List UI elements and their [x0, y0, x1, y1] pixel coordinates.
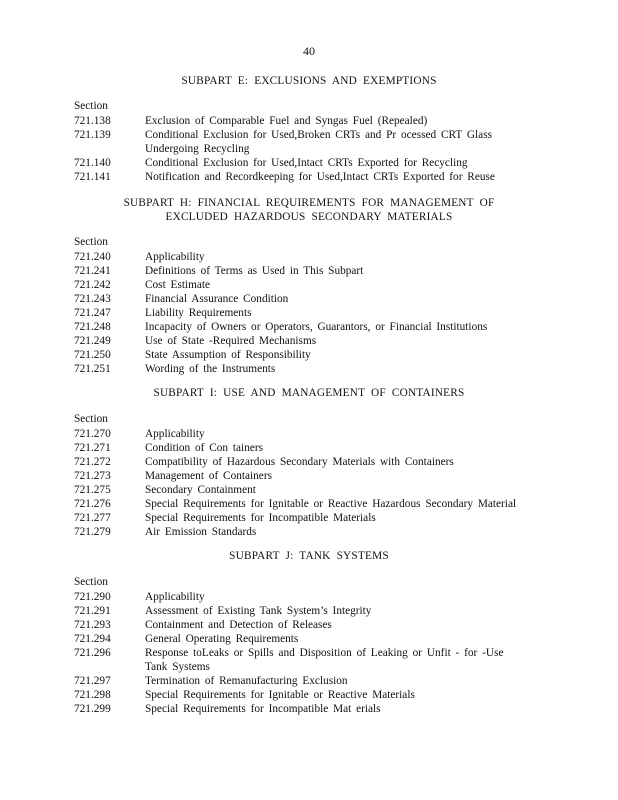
- section-title: Air Emission Standards: [145, 526, 257, 538]
- section-title: Compatibility of Hazardous Secondary Materials with Containers: [145, 456, 454, 468]
- section-title: State Assumption of Responsibility: [145, 349, 311, 361]
- section-number: 721.277: [74, 512, 111, 524]
- section-title: Conditional Exclusion for Used,Intact CRTs Exported for Recycling: [145, 157, 468, 169]
- section-number: 721.276: [74, 498, 111, 510]
- section-title: Special Requirements for Ignitable or Reactive Hazardous Secondary Material: [145, 498, 517, 510]
- section-number: 721.296: [74, 647, 111, 659]
- subpart-heading-line: SUBPART J: TANK SYSTEMS: [229, 550, 389, 562]
- section-title: Notification and Recordkeeping for Used,Intact CRTs Exported for Reuse: [145, 171, 495, 183]
- subpart-heading: [0, 549, 618, 563]
- section-number: 721.297: [74, 675, 111, 687]
- section-title: Special Requirements for Incompatible Materials: [145, 512, 376, 524]
- section-number: 721.290: [74, 591, 111, 603]
- section-number: 721.241: [74, 265, 111, 277]
- section-title: Incapacity of Owners or Operators, Guarantors, or Financial Institutions: [145, 321, 488, 333]
- section-number: 721.272: [74, 456, 111, 468]
- section-title: Special Requirements for Ignitable or Reactive Materials: [145, 689, 415, 701]
- section-title: Termination of Remanufacturing Exclusion: [145, 675, 348, 687]
- section-title: Use of State -Required Mechanisms: [145, 335, 317, 347]
- section-label: Section: [74, 236, 108, 248]
- section-title: Applicability: [145, 428, 205, 440]
- section-title: Special Requirements for Incompatible Mat erials: [145, 703, 381, 715]
- subpart-heading-line: SUBPART E: EXCLUSIONS AND EXEMPTIONS: [181, 75, 437, 87]
- section-title: Exclusion of Comparable Fuel and Syngas Fuel (Repealed): [145, 115, 428, 127]
- section-title: Containment and Detection of Releases: [145, 619, 332, 631]
- section-number: 721.250: [74, 349, 111, 361]
- section-title: General Operating Requirements: [145, 633, 299, 645]
- section-label: Section: [74, 413, 108, 425]
- section-number: 721.242: [74, 279, 111, 291]
- section-number: 721.248: [74, 321, 111, 333]
- section-title: Response toLeaks or Spills and Disposition of Leaking or Unfit - for -Use Tank Systems: [145, 647, 504, 673]
- section-number: 721.249: [74, 335, 111, 347]
- section-number: 721.139: [74, 129, 111, 141]
- section-title: Applicability: [145, 591, 205, 603]
- section-number: 721.251: [74, 363, 111, 375]
- section-title: Wording of the Instruments: [145, 363, 276, 375]
- section-number: 721.243: [74, 293, 111, 305]
- section-number: 721.271: [74, 442, 111, 454]
- section-title: Condition of Con tainers: [145, 442, 264, 454]
- section-number: 721.293: [74, 619, 111, 631]
- section-title: Definitions of Terms as Used in This Subpart: [145, 265, 364, 277]
- section-number: 721.141: [74, 171, 111, 183]
- section-number: 721.138: [74, 115, 111, 127]
- subpart-heading-line: SUBPART H: FINANCIAL REQUIREMENTS FOR MANAGEMENT OF: [123, 197, 495, 209]
- section-number: 721.247: [74, 307, 111, 319]
- subpart-heading: [0, 386, 618, 400]
- page-number: 40: [303, 44, 315, 58]
- section-number: 721.299: [74, 703, 111, 715]
- section-number: 721.275: [74, 484, 111, 496]
- section-label: Section: [74, 100, 108, 112]
- section-title: Conditional Exclusion for Used,Broken CRTs and Pr ocessed CRT Glass Undergoing Recycling: [145, 129, 492, 155]
- section-number: 721.270: [74, 428, 111, 440]
- subpart-heading: [0, 74, 618, 88]
- section-number: 721.273: [74, 470, 111, 482]
- section-title: Applicability: [145, 251, 205, 263]
- subpart-heading-line: SUBPART I: USE AND MANAGEMENT OF CONTAINERS: [153, 387, 465, 399]
- section-number: 721.298: [74, 689, 111, 701]
- section-number: 721.291: [74, 605, 111, 617]
- section-label: Section: [74, 576, 108, 588]
- section-title: Liability Requirements: [145, 307, 252, 319]
- subpart-heading: [0, 196, 618, 224]
- section-title: Management of Containers: [145, 470, 272, 482]
- subpart-heading-line: EXCLUDED HAZARDOUS SECONDARY MATERIALS: [165, 211, 453, 223]
- section-number: 721.279: [74, 526, 111, 538]
- section-number: 721.294: [74, 633, 111, 645]
- section-number: 721.240: [74, 251, 111, 263]
- section-title: Financial Assurance Condition: [145, 293, 289, 305]
- section-number: 721.140: [74, 157, 111, 169]
- section-title: Assessment of Existing Tank System’s Integrity: [145, 605, 372, 617]
- section-title: Cost Estimate: [145, 279, 211, 291]
- section-title: Secondary Containment: [145, 484, 256, 496]
